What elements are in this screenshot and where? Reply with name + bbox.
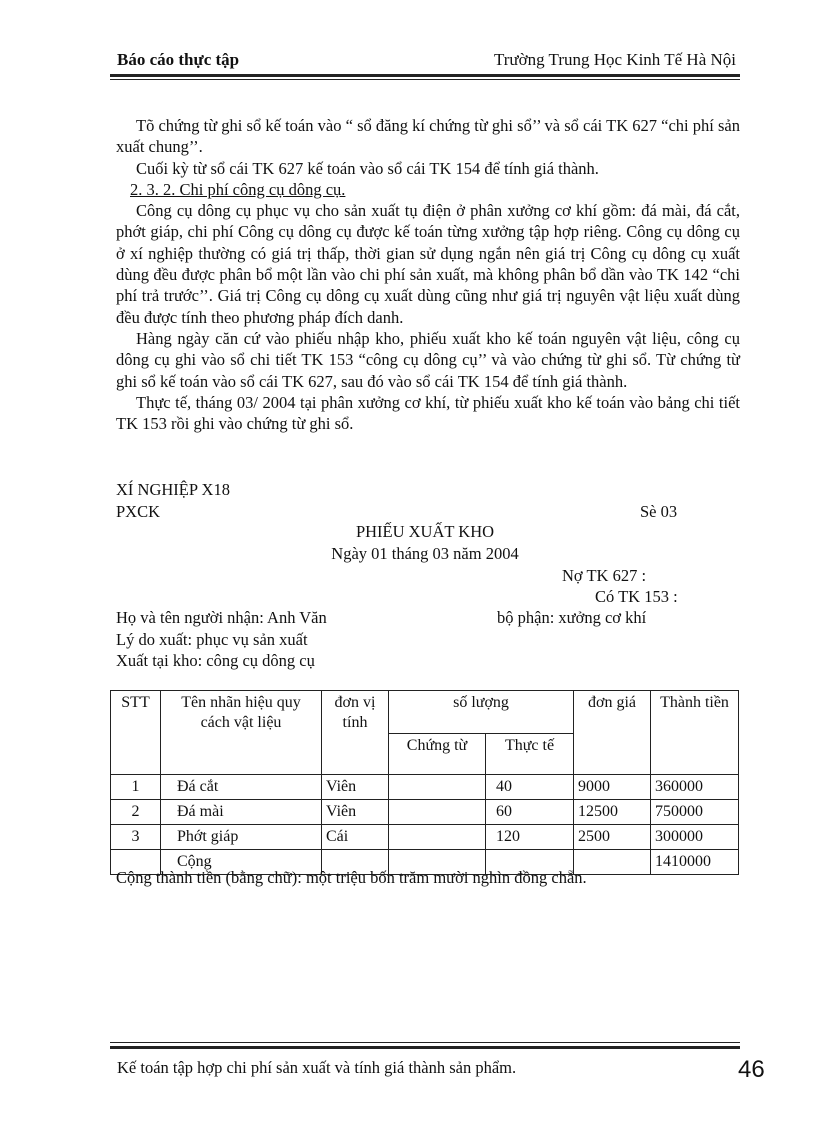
row-stt: 2 (111, 800, 161, 825)
voucher-credit: Có TK 153 : (595, 587, 678, 606)
voucher-dept: PXCK (116, 502, 161, 521)
row-name: Đá mài (161, 800, 322, 825)
footer-divider (110, 1046, 740, 1049)
header-stt: STT (111, 691, 161, 775)
voucher-reason: Lý do xuất: phục vụ sản xuất (116, 630, 308, 649)
row-doc (389, 800, 486, 825)
voucher-warehouse: Xuất tại kho: công cụ dông cụ (116, 651, 315, 670)
footer-text: Kế toán tập hợp chi phí sản xuất và tính giá thành sản phẩm. (117, 1058, 517, 1077)
voucher-company: XÍ NGHIỆP X18 (116, 480, 230, 499)
voucher-number: Sè 03 (640, 502, 678, 521)
header-report-title: Báo cáo thực tập (117, 50, 240, 69)
header-divider-thin (110, 79, 740, 80)
body-text (116, 115, 740, 434)
row-name: Phớt giáp (161, 825, 322, 850)
paragraph-5: Thực tế, tháng 03/ 2004 tại phân xưởng cơ khí, từ phiếu xuất kho kế toán vào bảng chi tiết TK 153 rồi ghi vào chứng từ ghi sổ. (116, 392, 740, 434)
header-qty-doc: Chứng từ (389, 734, 486, 775)
header-qty: số lượng (389, 691, 574, 734)
row-actual: 60 (486, 800, 574, 825)
table-header-row (111, 691, 739, 734)
row-unit: Viên (322, 775, 389, 800)
row-actual: 120 (486, 825, 574, 850)
voucher-debit: Nợ TK 627 : (562, 566, 647, 585)
row-unit: Viên (322, 800, 389, 825)
header-price: đơn giá (574, 691, 651, 775)
header-amount: Thành tiền (651, 691, 739, 775)
voucher-title: PHIẾU XUẤT KHO (355, 522, 495, 541)
table-row (111, 800, 739, 825)
row-price: 2500 (574, 825, 651, 850)
row-amount: 360000 (651, 775, 739, 800)
paragraph-1: Tõ chứng từ ghi sổ kế toán vào “ sổ đăng kí chứng từ ghi sổ’’ và sổ cái TK 627 “chi phí sản xuất chung’’. (116, 116, 740, 157)
section-heading-wrap (116, 179, 740, 200)
voucher-table (110, 690, 739, 875)
footer-divider-thin (110, 1042, 740, 1043)
row-doc (389, 825, 486, 850)
total-label: Cộng (161, 850, 322, 875)
page-number: 46 (738, 1056, 765, 1083)
table-row (111, 775, 739, 800)
voucher-date: Ngày 01 tháng 03 năm 2004 (331, 544, 519, 563)
table-row (111, 825, 739, 850)
row-price: 12500 (574, 800, 651, 825)
header-school-name: Trường Trung Học Kinh Tế Hà Nội (493, 50, 736, 69)
voucher-department: bộ phận: xưởng cơ khí (497, 608, 647, 627)
row-name: Đá cắt (161, 775, 322, 800)
paragraph-3: Công cụ dông cụ phục vụ cho sản xuất tụ điện ở phân xưởng cơ khí gồm: đá mài, đá cắt, phớt giáp, chi phí Công cụ dông cụ được kế toán từng xưởng tập hợp riêng. Công cụ dông cụ ở xí nghiệp thường có giá trị thấp, thời gian sử dụng ngắn nên giá trị Công cụ dông cụ xuất dùng đều được phân bổ một lần vào chi phí sản xuất, mà không phân bổ dần vào TK 142 “chi phí trả trước’’. Giá trị Công cụ dông cụ xuất dùng cũng như giá trị nguyên vật liệu xuất dùng đều được tính theo phương pháp đích danh. (116, 201, 740, 327)
row-amount: 750000 (651, 800, 739, 825)
header-qty-actual: Thực tế (486, 734, 574, 775)
row-stt: 1 (111, 775, 161, 800)
total-in-words: Cộng thành tiền (bằng chữ): một triệu bốn trăm mười nghìn đồng chẵn. (116, 868, 587, 887)
paragraph-4: Hàng ngày căn cứ vào phiếu nhập kho, phiếu xuất kho kế toán nguyên vật liệu, công cụ dông cụ ghi vào sổ chi tiết TK 153 “công cụ dông cụ’’ và vào chứng từ ghi sổ. Từ chứng từ ghi sổ kế toán vào sổ cái TK 627, sau đó vào sổ cái TK 154 để tính giá thành. (116, 328, 740, 391)
voucher-receiver: Họ và tên người nhận: Anh Văn (116, 608, 327, 627)
row-amount: 300000 (651, 825, 739, 850)
paragraph-2: Cuối kỳ từ sổ cái TK 627 kế toán vào sổ cái TK 154 để tính giá thành. (136, 158, 599, 178)
total-amount: 1410000 (651, 850, 739, 875)
row-unit: Cái (322, 825, 389, 850)
row-doc (389, 775, 486, 800)
row-actual: 40 (486, 775, 574, 800)
row-stt: 3 (111, 825, 161, 850)
section-heading: 2. 3. 2. Chi phí công cụ dông cụ. (130, 179, 346, 199)
header-divider (110, 74, 740, 77)
header-name: Tên nhãn hiệu quy cách vật liệu (161, 691, 322, 775)
header-unit: đơn vị tính (322, 691, 389, 775)
row-price: 9000 (574, 775, 651, 800)
